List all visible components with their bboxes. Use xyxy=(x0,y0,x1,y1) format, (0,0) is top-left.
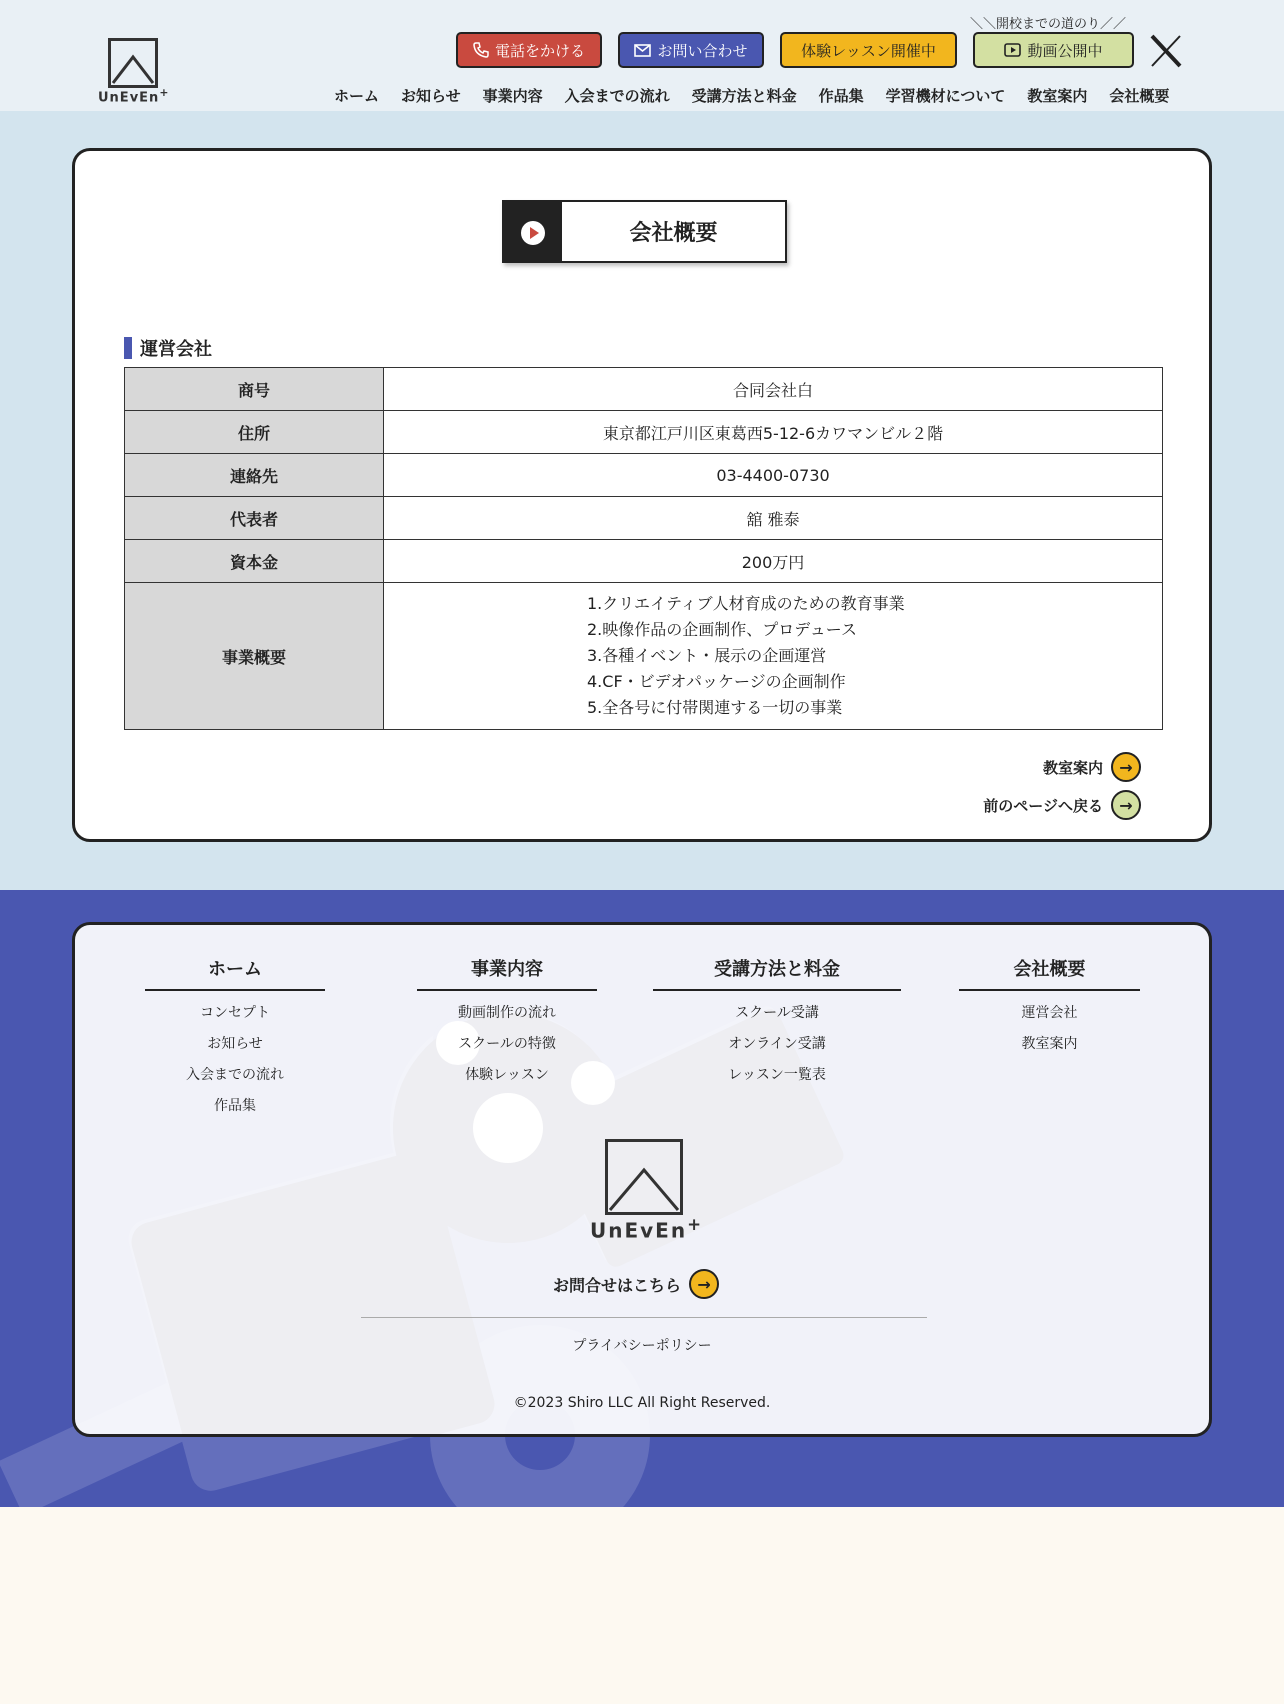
arrow-right-icon: → xyxy=(1111,752,1141,782)
footer-link[interactable]: コンセプト xyxy=(200,1005,270,1021)
footer-link[interactable]: 体験レッスン xyxy=(465,1067,549,1083)
table-row xyxy=(125,583,1163,730)
business-item: 5.全各号に付帯関連する一切の事業 xyxy=(587,698,843,717)
road-note: ＼＼開校までの道のり／／ xyxy=(970,17,1127,32)
row-key: 事業概要 xyxy=(125,583,384,730)
table-row xyxy=(125,454,1163,497)
site-logo[interactable] xyxy=(98,38,170,106)
row-value: 舘 雅泰 xyxy=(384,497,1163,540)
footer-contact-label: お問合せはこちら xyxy=(553,1275,682,1295)
nav-works[interactable]: 作品集 xyxy=(818,87,864,105)
footer-column-home xyxy=(145,955,325,1115)
business-item: 3.各種イベント・展示の企画運営 xyxy=(587,646,827,665)
row-value: 200万円 xyxy=(384,540,1163,583)
footer-logo-text: UnEvEn+ xyxy=(590,1215,704,1243)
row-key: 住所 xyxy=(125,411,384,454)
table-row xyxy=(125,540,1163,583)
row-key: 代表者 xyxy=(125,497,384,540)
business-list xyxy=(384,583,1163,730)
footer-column-pricing xyxy=(653,955,901,1084)
footer-link[interactable]: 教室案内 xyxy=(1021,1036,1078,1052)
phone-button[interactable] xyxy=(456,32,602,68)
logo-text: UnEvEn+ xyxy=(98,86,170,106)
trial-lesson-label: 体験レッスン開催中 xyxy=(801,41,936,60)
mail-icon xyxy=(634,44,651,57)
site-header xyxy=(0,0,1284,111)
nav-news[interactable]: お知らせ xyxy=(401,87,461,105)
footer-card xyxy=(72,922,1212,1437)
nav-company[interactable]: 会社概要 xyxy=(1109,87,1170,105)
arrow-right-icon: → xyxy=(689,1269,719,1299)
page-title-box xyxy=(502,200,787,263)
footer-link[interactable]: 作品集 xyxy=(214,1098,256,1114)
back-link[interactable] xyxy=(983,790,1141,820)
section-heading-bar xyxy=(124,337,132,359)
classroom-link-label: 教室案内 xyxy=(1042,758,1103,777)
row-key: 商号 xyxy=(125,368,384,411)
footer-link[interactable]: 動画制作の流れ xyxy=(458,1005,556,1021)
row-value: 合同会社白 xyxy=(384,368,1163,411)
section-heading xyxy=(124,335,212,361)
page-title: 会社概要 xyxy=(629,221,718,246)
video-button[interactable] xyxy=(973,32,1134,68)
footer-link[interactable]: お知らせ xyxy=(207,1036,263,1052)
arrow-right-icon: → xyxy=(1111,790,1141,820)
nav-home[interactable]: ホーム xyxy=(334,87,380,105)
business-item: 4.CF・ビデオパッケージの企画制作 xyxy=(587,672,846,691)
footer-link[interactable]: オンライン受講 xyxy=(728,1036,826,1052)
table-row xyxy=(125,497,1163,540)
company-info-table xyxy=(124,367,1163,730)
footer-column-business xyxy=(417,955,597,1084)
copyright: ©2023 Shiro LLC All Right Reserved. xyxy=(513,1395,771,1411)
nav-classroom[interactable]: 教室案内 xyxy=(1027,87,1088,105)
table-row xyxy=(125,368,1163,411)
main-nav xyxy=(334,85,1191,106)
footer-link[interactable]: 入会までの流れ xyxy=(186,1067,284,1083)
logo-mark xyxy=(108,38,158,88)
contact-button[interactable] xyxy=(618,32,764,68)
footer-link[interactable]: スクール受講 xyxy=(735,1005,819,1021)
row-key: 連絡先 xyxy=(125,454,384,497)
company-card xyxy=(72,148,1212,842)
title-icon-panel xyxy=(504,202,562,261)
footer-divider xyxy=(361,1317,927,1318)
footer-heading[interactable]: ホーム xyxy=(145,955,325,991)
nav-business[interactable]: 事業内容 xyxy=(482,87,543,105)
footer-column-company xyxy=(959,955,1140,1053)
footer-link[interactable]: スクールの特徴 xyxy=(458,1036,556,1052)
row-value: 03-4400-0730 xyxy=(384,454,1163,497)
footer-heading[interactable]: 事業内容 xyxy=(417,955,597,991)
video-button-label: 動画公開中 xyxy=(1027,41,1103,60)
table-row xyxy=(125,411,1163,454)
contact-button-label: お問い合わせ xyxy=(657,41,748,60)
play-icon xyxy=(521,221,545,245)
row-key: 資本金 xyxy=(125,540,384,583)
footer-heading[interactable]: 受講方法と料金 xyxy=(653,955,901,991)
row-value: 東京都江戸川区東葛西5-12-6カワマンビル２階 xyxy=(384,411,1163,454)
footer-logo[interactable] xyxy=(590,1139,704,1243)
nav-equipment[interactable]: 学習機材について xyxy=(885,87,1006,105)
footer-heading[interactable]: 会社概要 xyxy=(959,955,1140,991)
phone-button-label: 電話をかける xyxy=(494,41,585,60)
nav-pricing[interactable]: 受講方法と料金 xyxy=(691,87,797,105)
video-icon xyxy=(1004,43,1021,57)
classroom-link[interactable] xyxy=(1043,752,1141,782)
business-item: 1.クリエイティブ人材育成のための教育事業 xyxy=(587,594,905,613)
section-title: 運営会社 xyxy=(140,339,212,360)
business-item: 2.映像作品の企画制作、プロデュース xyxy=(587,620,857,639)
trial-lesson-button[interactable] xyxy=(780,32,957,68)
footer-link[interactable]: レッスン一覧表 xyxy=(728,1067,826,1083)
back-link-label: 前のページへ戻る xyxy=(983,796,1103,815)
x-logo-icon[interactable] xyxy=(1149,34,1183,68)
phone-icon xyxy=(473,42,489,58)
footer-link[interactable]: 運営会社 xyxy=(1021,1005,1078,1021)
nav-flow[interactable]: 入会までの流れ xyxy=(564,87,670,105)
privacy-link[interactable]: プライバシーポリシー xyxy=(572,1338,712,1354)
footer-logo-mark xyxy=(605,1139,683,1215)
footer-contact-link[interactable] xyxy=(553,1269,719,1299)
